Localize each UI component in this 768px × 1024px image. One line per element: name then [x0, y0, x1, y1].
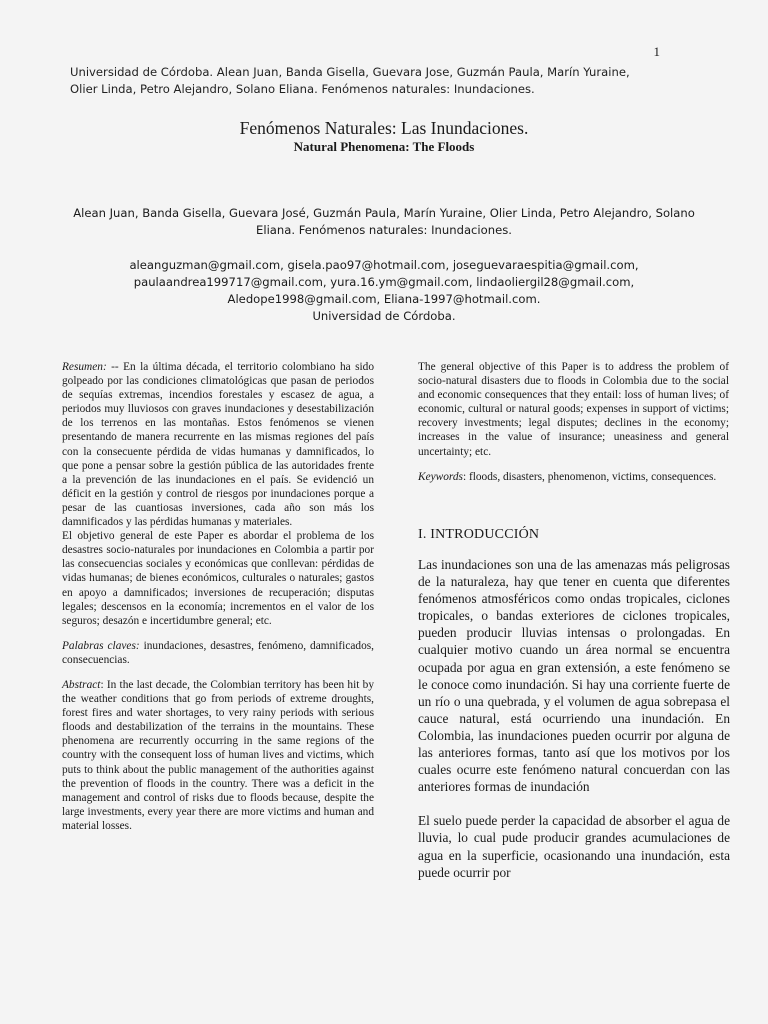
keywords-paragraph — [418, 470, 729, 484]
palabras-text: inundaciones, desastres, fenómeno, damnificados, consecuencias. — [62, 639, 374, 666]
email-line: aleanguzman@gmail.com, gisela.pao97@hotmail.com, joseguevaraespitia@gmail.com, — [129, 258, 639, 272]
page-number: 1 — [653, 44, 660, 59]
section-heading: I. INTRODUCCIÓN — [418, 527, 540, 542]
keywords-label: Keywords — [418, 470, 463, 483]
right-column-abstract — [418, 360, 729, 484]
affiliation: Universidad de Córdoba. — [312, 309, 456, 323]
left-column — [62, 360, 374, 833]
running-header: Universidad de Córdoba. Alean Juan, Banda Gisella, Guevara Jose, Guzmán Paula, Marín Yuraine, Olier Linda, Petro Alejandro, Solano Eliana. Fenómenos naturales: Inundaciones. — [70, 65, 630, 96]
email-line: Aledope1998@gmail.com, Eliana-1997@hotmail.com. — [227, 292, 541, 306]
author-list: Alean Juan, Banda Gisella, Guevara José, Guzmán Paula, Marín Yuraine, Olier Linda, Petro Alejandro, Solano Eliana. Fenómenos naturales: Inundaciones. — [73, 206, 695, 237]
resumen-text: -- En la última década, el territorio colombiano ha sido golpeado por las condiciones climatológicas que pasan de periodos de sequías extremas, incendios forestales y escasez de agua, a periodos muy lluviosos con graves inundaciones y desestabilización de los terrenos en las montañas. Estos fenómenos se vienen presentando de manera recurrente en las mismas regiones del país con la consecuente pérdida de vidas humanas y damnificados, lo que pone a pensar sobre la gestión pública de las autoridades frente a la prevención de las inundaciones en el país. Se evidenció un déficit en la gestión y control de riesgos por inundaciones porque a pesar de las cuantiosas inversiones, cada año son más los damnificados y las pérdidas humanas y materiales. — [62, 361, 374, 529]
abstract-text: : In the last decade, the Colombian territory has been hit by the weather conditions that go from periods of extreme droughts, forest fires and water shortages, to very rainy periods with serious floods and destabilization of the terrains in the mountains. These phenomena are recurrently occurring in the same regions of the country with the consequent loss of human lives and victims, which puts to think about the public management of the authorities against the prevention of floods in the country. There was a deficit in the management and control of risks due to floods because, despite the large investments, every year there are more victims and human and material losses. — [62, 678, 374, 832]
abstract-paragraph — [62, 678, 374, 833]
email-line: paulaandrea199717@gmail.com, yura.16.ym@gmail.com, lindaoliergil28@gmail.com, — [133, 275, 635, 289]
resumen-paragraph — [62, 360, 374, 529]
paper-subtitle: Natural Phenomena: The Floods — [293, 139, 475, 154]
keywords-text: : floods, disasters, phenomenon, victims, consequences. — [462, 470, 717, 483]
abstract-label: Abstract — [62, 678, 101, 691]
introduction-body — [418, 556, 730, 898]
paper-title: Fenómenos Naturales: Las Inundaciones. — [239, 118, 529, 138]
objetivo-paragraph: El objetivo general de este Paper es abordar el problema de los desastres socio-naturales por inundaciones en Colombia a partir por las consecuencias sociales y económicas que conllevan: pérdidas de vidas humanas; de bienes económicos, culturales o naturales; gastos en apoyo a damnificados; inversiones de recuperación; disputas legales; descensos en la economía; incrementos en el valor de los seguros; desazón e incertidumbre general; etc. — [62, 530, 374, 627]
intro-paragraph-2: El suelo puede perder la capacidad de absorber el agua de lluvia, lo cual pude producir grandes acumulaciones de agua en la superficie, ocasionando una inundación, esta puede ocurrir por — [418, 813, 730, 880]
palabras-claves-paragraph — [62, 639, 374, 667]
resumen-label: Resumen: — [62, 361, 107, 373]
intro-paragraph-1: Las inundaciones son una de las amenazas más peligrosas de la naturaleza, hay que tener en cuenta que diferentes fenómenos atmosféricos como ondas tropicales, ciclones tropicales, o bandas exteriores de ciclones tropicales, pueden producir lluvias intensas o prolongadas. En cualquier motivo cuando un área normal se encuentra ocupada por agua en gran extensión, a este fenómeno se le conoce como inundación. Si hay una corriente fuerte de un río o una quebrada, y el volumen de agua sobrepasa el cauce natural, está ocurriendo una inundación. En Colombia, las inundaciones pueden ocurrir por alguna de las anteriores formas, tanto así que los motivos por los cuales ocurre este fenómeno natural concuerdan con las anteriores formas de inundación — [418, 557, 730, 795]
contact-block — [60, 257, 708, 325]
palabras-label: Palabras claves: — [62, 639, 140, 652]
objective-en-paragraph: The general objective of this Paper is to address the problem of socio-natural disasters due to floods in Colombia due to the social and economic consequences that they entail: loss of human lives; of economic, cultural or natural goods; expenses in support of victims; recovery investments; legal disputes; declines in the economy; increases in the value of insurance; uneasiness and general uncertainty; etc. — [418, 361, 729, 458]
